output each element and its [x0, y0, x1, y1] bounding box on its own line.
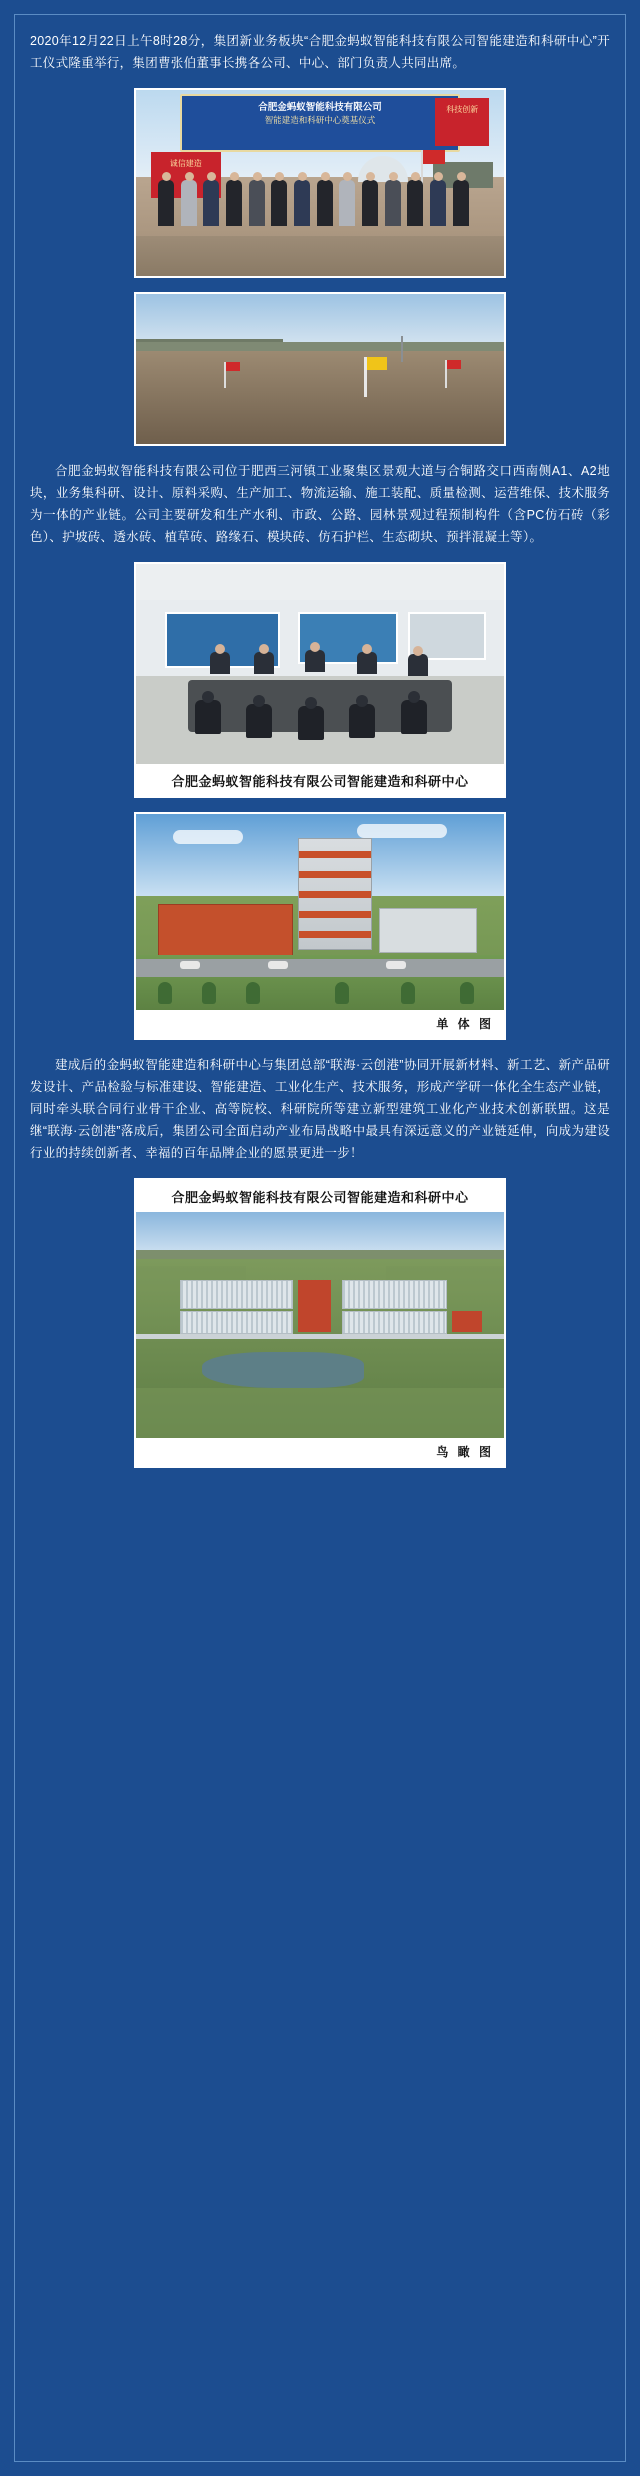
facade-stripe [299, 871, 371, 878]
photo-block-site [134, 292, 506, 446]
tree-shape [460, 982, 474, 1004]
office-block [298, 1280, 331, 1332]
red-flag-marker [224, 362, 226, 388]
person-figure [203, 180, 219, 226]
water-pond [202, 1352, 364, 1388]
groundbreaking-ceremony-photo [136, 90, 504, 276]
seated-person [349, 704, 375, 738]
person-figure [305, 650, 325, 672]
facade-stripe [299, 851, 371, 858]
document-content [30, 30, 610, 1520]
factory-hall [342, 1280, 447, 1309]
person-figure [385, 180, 401, 226]
car-shape [180, 961, 200, 969]
person-figure [357, 652, 377, 674]
banner-right: 科技创新 [435, 98, 489, 146]
paragraph-vision: 建成后的金蚂蚁智能建造和科研中心与集团总部“联海·云创港”协同开展新材料、新工艺、新产品研发设计、产品检验与标准建设、智能建造、工业化生产、技术服务，形成产学研一体化全生态产业链，同时牵头联合同行业骨干企业、高等院校、科研院所等建立新型建筑工业化产业技术创新联盟。这是继“联海·云创港”落成后，集团公司全面启动产业布局战略中最具有深远意义的产业链延伸，向成为建设行业的持续创新者、幸福的百年品牌企业的愿景更进一步！ [30, 1058, 610, 1160]
road-region [136, 236, 504, 276]
photo-caption-aerial: 鸟 瞰 图 [136, 1438, 504, 1466]
site-road [136, 1334, 504, 1339]
low-rise-building [158, 904, 292, 957]
person-figure [158, 180, 174, 226]
meeting-room-photo [136, 564, 504, 764]
gate-line-1: 合肥金蚂蚁智能科技有限公司 [258, 102, 382, 113]
seated-person [246, 704, 272, 738]
person-figure [339, 180, 355, 226]
office-tower [298, 838, 372, 950]
tree-shape [158, 982, 172, 1004]
ceremony-gate [180, 94, 460, 152]
seated-person [401, 700, 427, 734]
farm-field [136, 1388, 504, 1438]
office-block [452, 1311, 481, 1331]
construction-site-photo [136, 294, 504, 444]
tree-shape [246, 982, 260, 1004]
paragraph-company-profile: 合肥金蚂蚁智能科技有限公司位于肥西三河镇工业聚集区景观大道与合铜路交口西南侧A1、A2地块，业务集科研、设计、原料采购、生产加工、物流运输、施工装配、质量检测、运营维保、技术服务为一体的产业链。公司主要研发和生产水利、市政、公路、园林景观过程预制构件（含PC仿石砖（彩色）、护坡砖、透水砖、植草砖、路缘石、模块砖、仿石护栏、生态砌块、预拌混凝土等）。 [30, 464, 610, 544]
person-figure [453, 180, 469, 226]
photo-frame-site [134, 292, 506, 446]
people-group [158, 174, 482, 226]
photo-block-aerial [134, 1178, 506, 1468]
person-figure [294, 180, 310, 226]
seated-person [298, 706, 324, 740]
tree-shape [335, 982, 349, 1004]
building-rendering-photo [136, 814, 504, 1010]
person-figure [317, 180, 333, 226]
tree-shape [202, 982, 216, 1004]
person-figure [249, 180, 265, 226]
person-figure [181, 180, 197, 226]
photo-frame-meeting [134, 562, 506, 798]
cloud-shape [357, 824, 447, 838]
aerial-rendering-photo [136, 1212, 504, 1438]
facade-stripe [299, 911, 371, 918]
banner-left: 诚信建造 [151, 152, 221, 198]
roof-ribs [343, 1281, 446, 1308]
red-flag [423, 150, 445, 164]
photo-frame-ceremony [134, 88, 506, 278]
photo-frame-rendering [134, 812, 506, 1040]
person-figure [226, 180, 242, 226]
person-figure [362, 180, 378, 226]
roof-ribs [343, 1312, 446, 1332]
car-shape [386, 961, 406, 969]
factory-hall [342, 1311, 447, 1333]
facade-stripe [299, 891, 371, 898]
factory-hall [180, 1280, 292, 1309]
roof-ribs [181, 1281, 291, 1308]
seated-person [195, 700, 221, 734]
facade-stripe [299, 931, 371, 938]
photo-block-meeting [134, 562, 506, 798]
person-figure [271, 180, 287, 226]
photo-title-aerial: 合肥金蚂蚁智能科技有限公司智能建造和科研中心 [136, 1180, 504, 1212]
ceiling-region [136, 564, 504, 601]
cloud-shape [173, 830, 243, 844]
photo-block-rendering [134, 812, 506, 1040]
person-figure [430, 180, 446, 226]
gate-line-2: 智能建造和科研中心奠基仪式 [264, 115, 376, 125]
treeline [136, 342, 504, 351]
photo-frame-aerial [134, 1178, 506, 1468]
person-figure [407, 180, 423, 226]
roof-ribs [181, 1312, 291, 1332]
photo-block-ceremony [134, 88, 506, 278]
footer-spacer [30, 1482, 610, 1520]
photo-caption-rendering: 单 体 图 [136, 1010, 504, 1038]
person-figure [210, 652, 230, 674]
factory-hall [180, 1311, 292, 1333]
photo-caption-meeting: 合肥金蚂蚁智能科技有限公司智能建造和科研中心 [136, 764, 504, 796]
paragraph-intro: 2020年12月22日上午8时28分，集团新业务板块“合肥金蚂蚁智能科技有限公司智能建造和科研中心”开工仪式隆重举行，集团曹张伯董事长携各公司、中心、部门负责人共同出席。 [30, 34, 610, 70]
sky-region [136, 1212, 504, 1255]
factory-building [379, 908, 477, 953]
yellow-flag-marker [364, 357, 367, 397]
tree-shape [401, 982, 415, 1004]
power-tower [401, 336, 403, 362]
car-shape [268, 961, 288, 969]
person-figure [254, 652, 274, 674]
red-flag-marker [445, 360, 447, 388]
person-figure [408, 654, 428, 676]
